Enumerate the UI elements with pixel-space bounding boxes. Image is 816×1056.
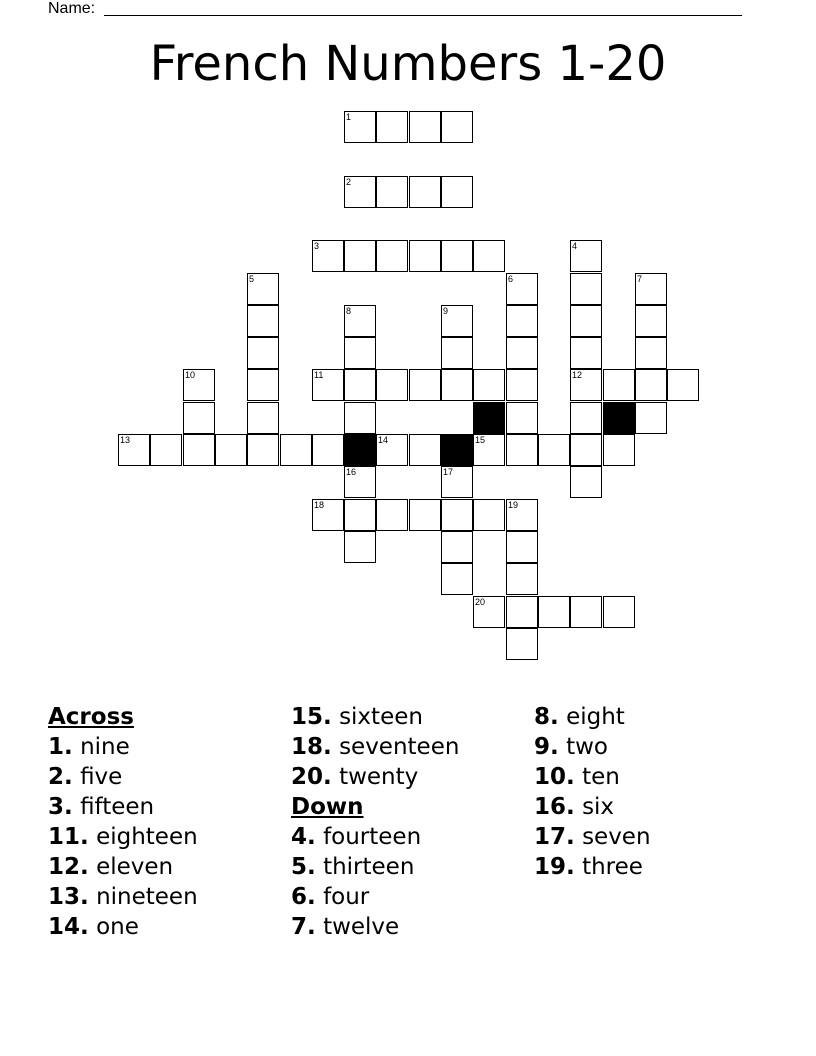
grid-cell-numbered[interactable] (570, 240, 602, 272)
clue-column-3 (534, 702, 651, 882)
grid-cell-numbered[interactable] (570, 369, 602, 401)
grid-cell[interactable] (441, 176, 473, 208)
grid-cell[interactable] (215, 434, 247, 466)
grid-cell-numbered[interactable] (183, 369, 215, 401)
grid-cell[interactable] (409, 111, 441, 143)
clue-number: 12 (572, 370, 583, 380)
grid-cell[interactable] (667, 369, 699, 401)
grid-cell[interactable] (441, 111, 473, 143)
grid-cell-numbered[interactable] (506, 499, 538, 531)
down-clue: 19. three (534, 854, 643, 880)
grid-cell[interactable] (150, 434, 182, 466)
grid-cell[interactable] (344, 369, 376, 401)
across-heading: Across (48, 704, 134, 730)
down-clue: 4. fourteen (291, 824, 422, 850)
clue-number: 2 (346, 177, 352, 187)
clue-number: 11 (314, 370, 324, 380)
grid-cell[interactable] (376, 111, 408, 143)
clue-number: 3 (314, 241, 320, 251)
grid-cell[interactable] (344, 531, 376, 563)
grid-cell-numbered[interactable] (344, 176, 376, 208)
grid-cell[interactable] (570, 402, 602, 434)
grid-cell-numbered[interactable] (118, 434, 150, 466)
clue-number: 17 (443, 467, 454, 477)
grid-cell[interactable] (441, 337, 473, 369)
down-clue: 17. seven (534, 824, 651, 850)
grid-cell[interactable] (183, 434, 215, 466)
grid-cell[interactable] (441, 531, 473, 563)
clue-number: 4 (572, 241, 578, 251)
grid-cell[interactable] (635, 337, 667, 369)
grid-cell[interactable] (538, 434, 570, 466)
clue-number: 10 (185, 370, 196, 380)
grid-cell-black (441, 434, 473, 466)
page-title: French Numbers 1-20 (149, 36, 667, 92)
grid-cell[interactable] (344, 499, 376, 531)
across-clue: 18. seventeen (291, 734, 460, 760)
grid-cell[interactable] (538, 596, 570, 628)
grid-cell[interactable] (376, 176, 408, 208)
clue-number: 1 (346, 112, 352, 122)
grid-cell[interactable] (506, 563, 538, 595)
grid-cell[interactable] (570, 337, 602, 369)
grid-cell[interactable] (506, 305, 538, 337)
grid-cell-numbered[interactable] (344, 305, 376, 337)
grid-cell[interactable] (635, 402, 667, 434)
clue-number: 20 (475, 597, 486, 607)
grid-cell[interactable] (473, 240, 505, 272)
grid-cell[interactable] (247, 305, 279, 337)
clue-column-2 (291, 702, 459, 942)
clue-number: 5 (249, 274, 255, 284)
grid-cell[interactable] (506, 596, 538, 628)
grid-cell[interactable] (570, 466, 602, 498)
grid-cell-numbered[interactable] (473, 434, 505, 466)
across-clue: 1. nine (48, 734, 130, 760)
clue-number: 6 (508, 274, 514, 284)
grid-cell[interactable] (409, 240, 441, 272)
clue-number: 14 (378, 435, 389, 445)
grid-cell[interactable] (603, 434, 635, 466)
grid-cell[interactable] (409, 499, 441, 531)
clue-number: 8 (346, 306, 352, 316)
grid-cell[interactable] (409, 176, 441, 208)
grid-cell[interactable] (376, 240, 408, 272)
grid-cell[interactable] (635, 305, 667, 337)
down-clue: 7. twelve (291, 914, 400, 940)
clue-number: 7 (637, 274, 643, 284)
grid-cell[interactable] (506, 402, 538, 434)
grid-cell[interactable] (344, 337, 376, 369)
clue-number: 16 (346, 467, 357, 477)
grid-cell[interactable] (506, 434, 538, 466)
grid-cell[interactable] (570, 434, 602, 466)
grid-cell[interactable] (506, 337, 538, 369)
grid-cell-numbered[interactable] (473, 596, 505, 628)
grid-cell[interactable] (570, 305, 602, 337)
grid-cell[interactable] (409, 434, 441, 466)
grid-cell[interactable] (441, 240, 473, 272)
grid-cell[interactable] (441, 499, 473, 531)
grid-cell[interactable] (247, 402, 279, 434)
grid-cell[interactable] (506, 628, 538, 660)
across-clue: 2. five (48, 764, 123, 790)
across-clue: 20. twenty (291, 764, 419, 790)
grid-cell-numbered[interactable] (312, 240, 344, 272)
grid-cell[interactable] (473, 499, 505, 531)
grid-cell[interactable] (473, 369, 505, 401)
grid-cell[interactable] (409, 369, 441, 401)
grid-cell-numbered[interactable] (441, 466, 473, 498)
down-clue: 9. two (534, 734, 608, 760)
across-clue: 15. sixteen (291, 704, 423, 730)
down-clue: 6. four (291, 884, 370, 910)
grid-cell[interactable] (570, 273, 602, 305)
clue-number: 13 (120, 435, 131, 445)
name-label: Name: (48, 0, 96, 17)
down-clue: 10. ten (534, 764, 620, 790)
across-clue: 12. eleven (48, 854, 174, 880)
grid-cell[interactable] (506, 369, 538, 401)
grid-cell[interactable] (280, 434, 312, 466)
grid-cell[interactable] (344, 240, 376, 272)
clue-number: 19 (508, 500, 519, 510)
grid-cell-numbered[interactable] (376, 434, 408, 466)
clue-number: 18 (314, 500, 325, 510)
grid-cell-black (473, 402, 505, 434)
across-clue: 13. nineteen (48, 884, 198, 910)
grid-cell-numbered[interactable] (344, 111, 376, 143)
grid-cell[interactable] (441, 369, 473, 401)
across-clue: 14. one (48, 914, 139, 940)
clue-column-1 (48, 702, 198, 942)
grid-cell[interactable] (312, 434, 344, 466)
grid-cell-numbered[interactable] (344, 466, 376, 498)
grid-cell[interactable] (183, 402, 215, 434)
grid-cell-numbered[interactable] (506, 273, 538, 305)
grid-cell[interactable] (247, 369, 279, 401)
grid-cell[interactable] (376, 499, 408, 531)
grid-cell-black (603, 402, 635, 434)
grid-cell[interactable] (247, 337, 279, 369)
clue-number: 9 (443, 306, 449, 316)
down-clue: 8. eight (534, 704, 625, 730)
grid-cell[interactable] (344, 402, 376, 434)
grid-cell[interactable] (570, 596, 602, 628)
grid-cell-numbered[interactable] (635, 273, 667, 305)
grid-cell[interactable] (603, 596, 635, 628)
across-clue: 11. eighteen (48, 824, 198, 850)
grid-cell[interactable] (376, 369, 408, 401)
across-clue: 3. fifteen (48, 794, 155, 820)
grid-cell[interactable] (441, 563, 473, 595)
down-heading: Down (291, 794, 364, 820)
grid-cell-numbered[interactable] (441, 305, 473, 337)
grid-cell[interactable] (247, 434, 279, 466)
grid-cell-numbered[interactable] (312, 499, 344, 531)
grid-cell[interactable] (635, 369, 667, 401)
grid-cell-numbered[interactable] (312, 369, 344, 401)
down-clue: 5. thirteen (291, 854, 415, 880)
grid-cell-black (344, 434, 376, 466)
grid-cell-numbered[interactable] (247, 273, 279, 305)
clue-number: 15 (475, 435, 486, 445)
grid-cell[interactable] (603, 369, 635, 401)
grid-cell[interactable] (506, 531, 538, 563)
down-clue: 16. six (534, 794, 615, 820)
